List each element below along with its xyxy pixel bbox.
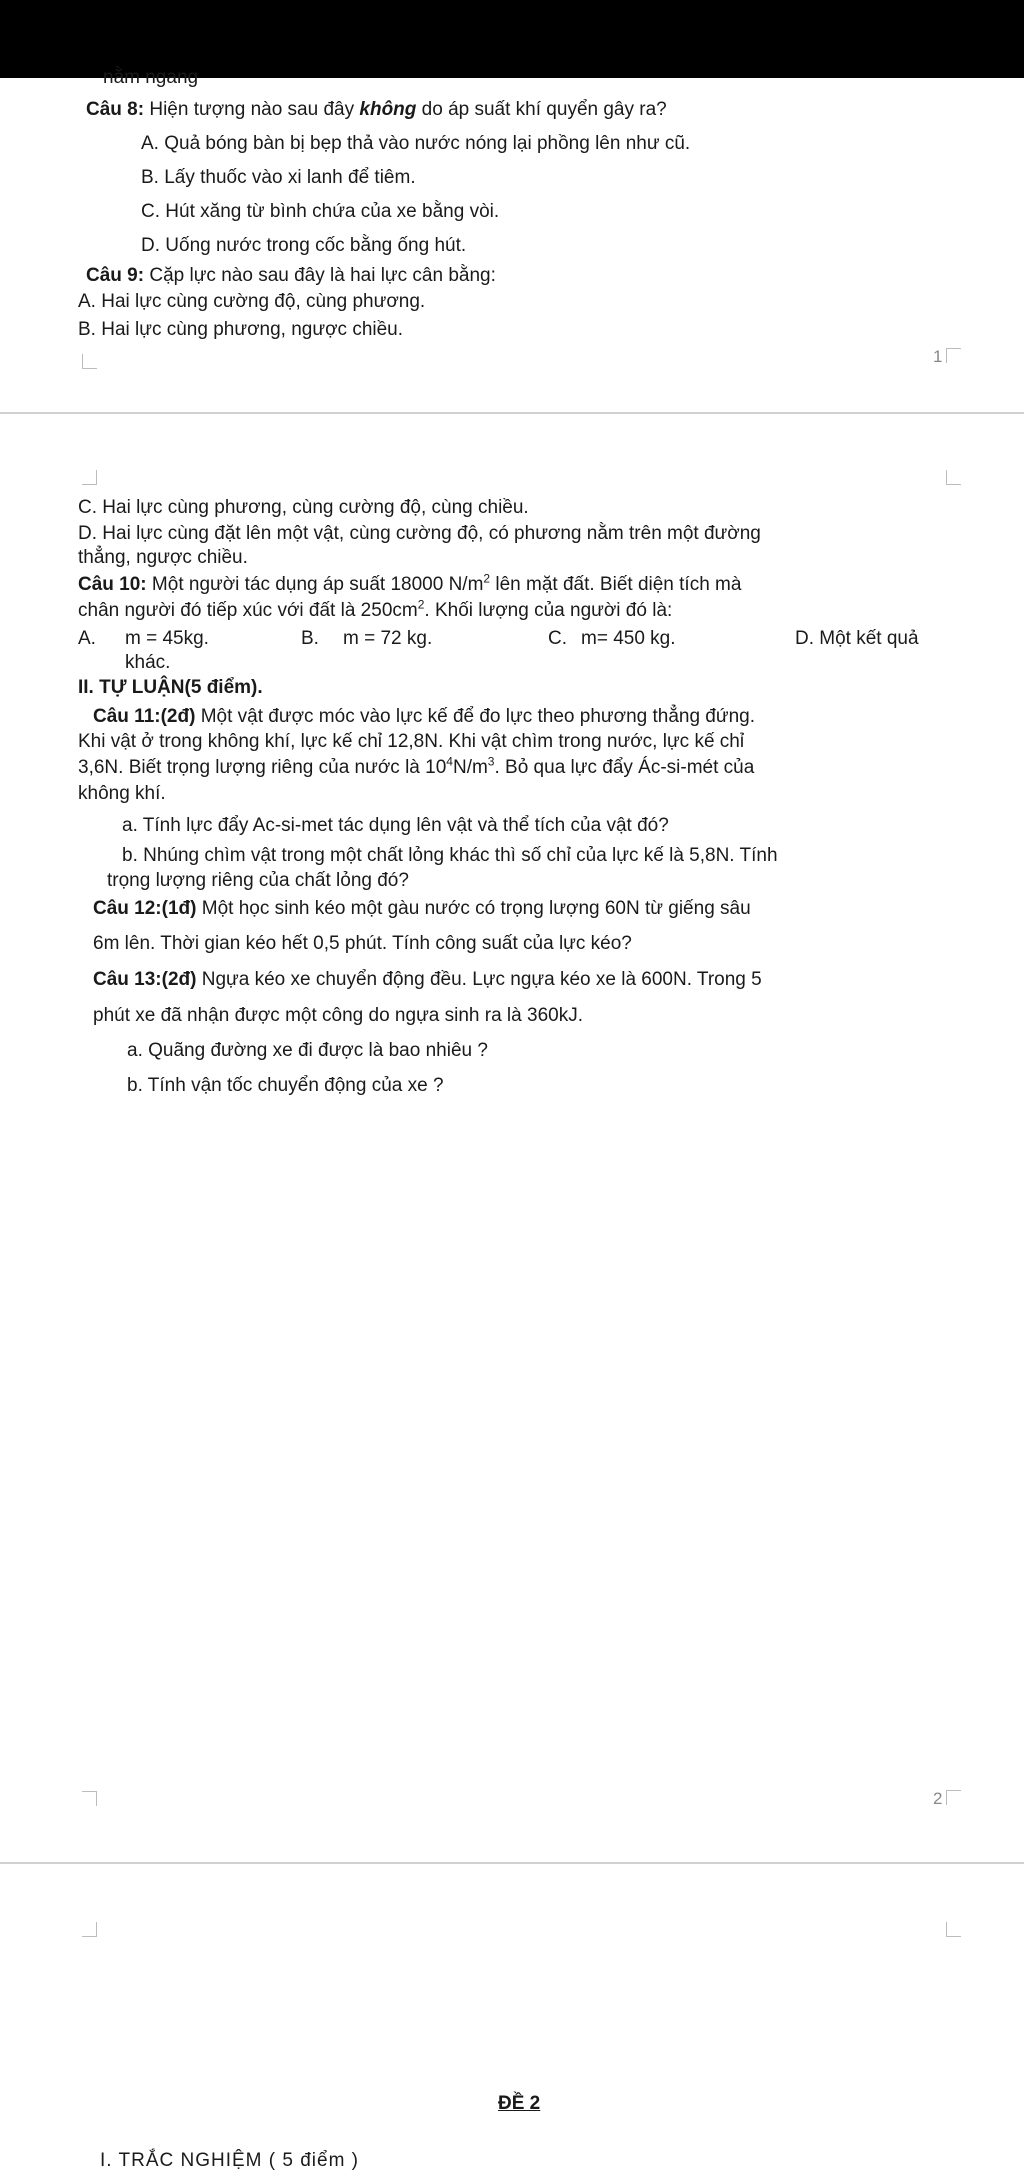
q13-part-b: b. Tính vận tốc chuyển động của xe ? bbox=[127, 1075, 444, 1096]
page-separator bbox=[0, 412, 1024, 414]
q8-option-c: C. Hút xăng từ bình chứa của xe bằng vòi. bbox=[141, 201, 500, 222]
q8-text-after: do áp suất khí quyển gây ra? bbox=[416, 99, 667, 120]
page-corner-mark bbox=[82, 354, 97, 369]
q10-option-d: D. Một kết quả bbox=[795, 628, 919, 649]
page1-cut-line: nằm ngang bbox=[103, 67, 199, 88]
q9-text: Cặp lực nào sau đây là hai lực cân bằng: bbox=[144, 265, 496, 286]
exam-heading: ĐỀ 2 bbox=[498, 2093, 541, 2114]
q8-option-a: A. Quả bóng bàn bị bẹp thả vào nước nóng lại phồng lên như cũ. bbox=[141, 133, 691, 154]
page-corner-mark bbox=[82, 1922, 97, 1937]
q10-line2 bbox=[78, 599, 672, 623]
q10-sup: 2 bbox=[417, 597, 425, 612]
section-2-title: II. TỰ LUẬN(5 điểm). bbox=[78, 677, 263, 698]
q13-text: Ngựa kéo xe chuyển động đều. Lực ngựa kéo xe là 600N. Trong 5 bbox=[196, 969, 762, 990]
q10-text: chân người đó tiếp xúc với đất là 250cm bbox=[78, 600, 418, 621]
q11-text: Một vật được móc vào lực kế để đo lực theo phương thẳng đứng. bbox=[195, 706, 756, 727]
q10-text: lên mặt đất. Biết diện tích mà bbox=[490, 574, 742, 595]
q11-text: . Bỏ qua lực đẩy Ác-si-mét của bbox=[494, 757, 755, 778]
page-separator bbox=[0, 1862, 1024, 1864]
q9-stem bbox=[86, 264, 496, 288]
q8-text-before: Hiện tượng nào sau đây bbox=[144, 99, 360, 120]
q13-line1 bbox=[93, 968, 762, 992]
q9-label: Câu 9: bbox=[86, 265, 145, 286]
q8-option-b: B. Lấy thuốc vào xi lanh để tiêm. bbox=[141, 167, 416, 188]
q11-text: N/m bbox=[452, 757, 488, 778]
q10-option-b-key: B. bbox=[301, 628, 319, 649]
q8-stem bbox=[86, 98, 667, 122]
page-corner-mark bbox=[946, 348, 961, 363]
q9-option-b: B. Hai lực cùng phương, ngược chiều. bbox=[78, 319, 404, 340]
q10-option-c-key: C. bbox=[548, 628, 567, 649]
q10-option-a: m = 45kg. bbox=[125, 628, 209, 649]
q9-option-d: D. Hai lực cùng đặt lên một vật, cùng cường độ, có phương nằm trên một đường bbox=[78, 523, 761, 544]
q8-emphasis: không bbox=[359, 99, 417, 120]
q11-line4: không khí. bbox=[78, 783, 166, 804]
q8-option-d: D. Uống nước trong cốc bằng ống hút. bbox=[141, 235, 467, 256]
q11-line1 bbox=[93, 705, 755, 729]
page-corner-mark bbox=[82, 470, 97, 485]
q9-option-a: A. Hai lực cùng cường độ, cùng phương. bbox=[78, 291, 426, 312]
q10-option-a-key: A. bbox=[78, 628, 96, 649]
page3-cut-line: I. TRẮC NGHIỆM ( 5 điểm ) bbox=[100, 2150, 360, 2171]
q13-label: Câu 13:(2đ) bbox=[93, 969, 197, 990]
q12-line1 bbox=[93, 897, 751, 921]
q12-line2: 6m lên. Thời gian kéo hết 0,5 phút. Tính công suất của lực kéo? bbox=[93, 933, 632, 954]
q10-option-d-cont: khác. bbox=[125, 652, 171, 673]
q9-option-d-cont: thẳng, ngược chiều. bbox=[78, 547, 248, 568]
page-corner-mark bbox=[82, 1791, 97, 1806]
q10-line1 bbox=[78, 573, 741, 597]
q9-option-c: C. Hai lực cùng phương, cùng cường độ, cùng chiều. bbox=[78, 497, 529, 518]
q8-label: Câu 8: bbox=[86, 99, 145, 120]
page-number-1: 1 bbox=[933, 347, 943, 366]
page-number-2: 2 bbox=[933, 1789, 943, 1808]
q11-text: 3,6N. Biết trọng lượng riêng của nước là 10 bbox=[78, 757, 447, 778]
q10-text: Một người tác dụng áp suất 18000 N/m bbox=[146, 574, 484, 595]
q12-text: Một học sinh kéo một gàu nước có trọng lượng 60N từ giếng sâu bbox=[196, 898, 751, 919]
q11-label: Câu 11:(2đ) bbox=[93, 706, 196, 727]
q10-option-b: m = 72 kg. bbox=[343, 628, 433, 649]
q11-sup: 4 bbox=[446, 754, 453, 769]
q13-line2: phút xe đã nhận được một công do ngựa sinh ra là 360kJ. bbox=[93, 1005, 583, 1026]
q10-sup: 2 bbox=[483, 571, 491, 586]
q10-option-c: m= 450 kg. bbox=[581, 628, 676, 649]
page-corner-mark bbox=[946, 1922, 961, 1937]
q13-part-a: a. Quãng đường xe đi được là bao nhiêu ? bbox=[127, 1040, 488, 1061]
page-corner-mark bbox=[946, 1790, 961, 1805]
q10-label: Câu 10: bbox=[78, 574, 147, 595]
q11-part-a: a. Tính lực đẩy Ac-si-met tác dụng lên vật và thể tích của vật đó? bbox=[122, 815, 669, 836]
q10-text: . Khối lượng của người đó là: bbox=[424, 600, 673, 621]
page-corner-mark bbox=[946, 470, 961, 485]
q11-line3 bbox=[78, 756, 754, 780]
q11-line2: Khi vật ở trong không khí, lực kế chỉ 12,8N. Khi vật chìm trong nước, lực kế chỉ bbox=[78, 731, 745, 752]
q12-label: Câu 12:(1đ) bbox=[93, 898, 197, 919]
q11-part-b-line2: trọng lượng riêng của chất lỏng đó? bbox=[107, 870, 409, 891]
q11-sup: 3 bbox=[487, 754, 495, 769]
q11-part-b-line1: b. Nhúng chìm vật trong một chất lỏng khác thì số chỉ của lực kế là 5,8N. Tính bbox=[122, 845, 778, 866]
